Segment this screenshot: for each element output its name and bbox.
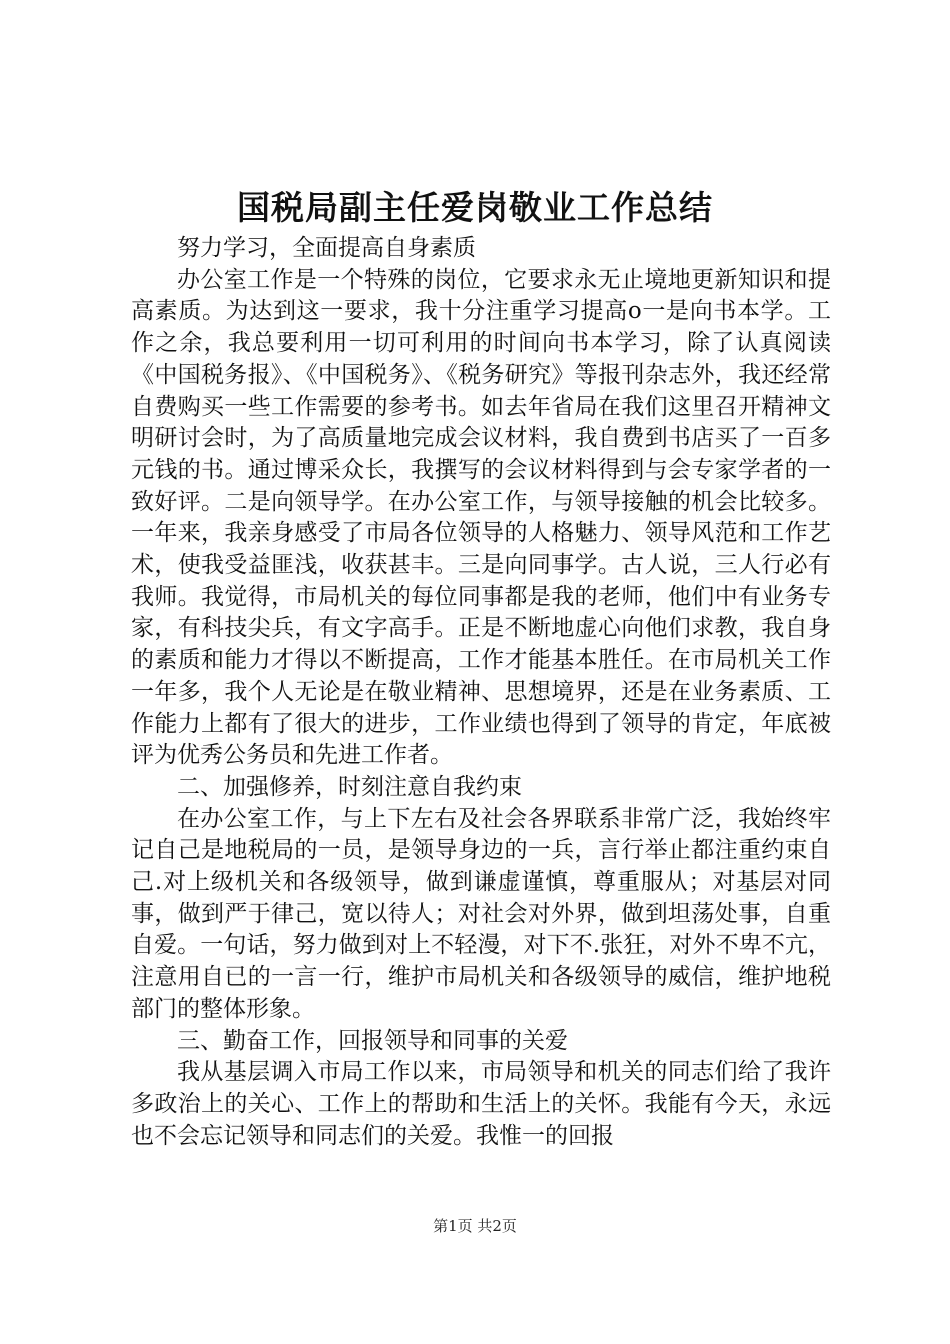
body-paragraph: 在办公室工作，与上下左右及社会各界联系非常广泛，我始终牢记自己是地税局的一员，是领导身边的一兵，言行举止都注重约束自己.对上级机关和各级领导，做到谦虚谨慎，尊重服从；对基层对同事，做到严于律己，宽以待人；对社会对外界，做到坦荡处事，自重自爱。一句话，努力做到对上不轻漫，对下不.张狂，对外不卑不亢，注意用自已的一言一行，维护市局机关和各级领导的威信，维护地税部门的整体形象。 bbox=[131, 805, 831, 1022]
section-heading: 二、加强修养，时刻注意自我约束 bbox=[177, 773, 522, 800]
section-heading: 三、勤奋工作，回报领导和同事的关爱 bbox=[177, 1027, 568, 1054]
document-title: 国税局副主任爱岗敬业工作总结 bbox=[237, 188, 713, 227]
page-number: 第1页 共2页 bbox=[433, 1217, 517, 1235]
section-heading: 努力学习，全面提高自身素质 bbox=[177, 235, 476, 261]
body-paragraph: 办公室工作是一个特殊的岗位，它要求永无止境地更新知识和提高素质。为达到这一要求，我十分注重学习提高o一是向书本学。工作之余，我总要利用一切可利用的时间向书本学习，除了认真阅读《中国税务报》、《中国税务》、《税务研究》等报刊杂志外，我还经常自费购买一些工作需要的参考书。如去年省局在我们这里召开精神文明研讨会时，为了高质量地完成会议材料，我自费到书店买了一百多元钱的书。通过博采众长，我撰写的会议材料得到与会专家学者的一致好评。二是向领导学。在办公室工作，与领导接触的机会比较多。一年来，我亲身感受了市局各位领导的人格魅力、领导风范和工作艺术，使我受益匪浅，收获甚丰。三是向同事学。古人说，三人行必有我师。我觉得，市局机关的每位同事都是我的老师，他们中有业务专家，有科技尖兵，有文字高手。正是不断地虚心向他们求教，我自身的素质和能力才得以不断提高，工作才能基本胜任。在市局机关工作一年多，我个人无论是在敬业精神、思想境界，还是在业务素质、工作能力上都有了很大的进步，工作业绩也得到了领导的肯定，年底被评为优秀公务员和先进工作者。 bbox=[131, 266, 831, 769]
body-paragraph: 我从基层调入市局工作以来，市局领导和机关的同志们给了我许多政治上的关心、工作上的帮助和生活上的关怀。我能有今天，永远也不会忘记领导和同志们的关爱。我惟一的回报 bbox=[131, 1059, 831, 1149]
document-body bbox=[131, 233, 831, 1152]
